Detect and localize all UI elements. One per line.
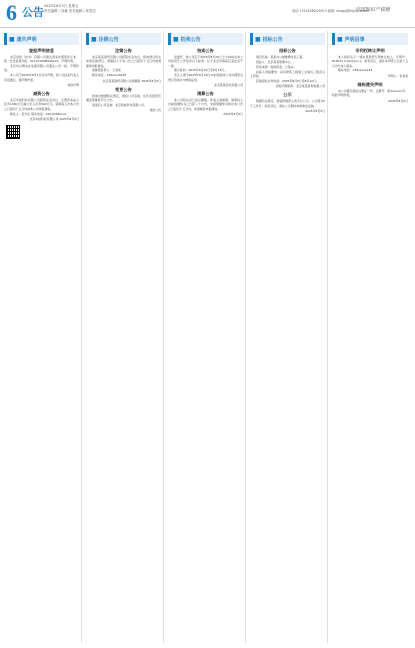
- notice-signature: 北京某某拍卖有限公司: [214, 82, 243, 87]
- notice-paragraph: 北京金盾（技术）有限公司遗失营业执照原件正本，统一社会信用代码：91110108MA0012X，声明作废。: [4, 55, 79, 64]
- section-banner: [332, 33, 408, 45]
- column: [332, 31, 410, 643]
- notice-body: [250, 55, 325, 83]
- notice-paragraph: 北京某某商贸有限公司经股东会决议，拟向登记机关申请注销登记，请债权人于本公告之日起四十五日内向清算组申报债权。: [86, 55, 161, 68]
- section-banner: [86, 33, 161, 45]
- column: [86, 31, 164, 643]
- notice-title: 商标遗失声明: [357, 81, 383, 87]
- notice-paragraph: 展示时间：2025年8月15日至8月19日。: [174, 68, 228, 73]
- notice-signature: 特此公告: [149, 108, 161, 113]
- section-title: 公告: [22, 6, 44, 19]
- banner-square-icon: ■: [9, 35, 15, 43]
- notice-signature: 声明人：李某某: [387, 73, 408, 78]
- notice-paragraph: 资金来源：财政资金，已落实。: [256, 64, 297, 69]
- notice-paragraph: 招标人：北京某某管理中心。: [256, 59, 294, 64]
- column: [4, 31, 82, 643]
- notice-signature: 2025年8月5日: [223, 112, 243, 117]
- notice-body: [332, 55, 408, 73]
- notice-signature: 2025年8月5日: [305, 108, 325, 113]
- qr-code-icon: [6, 125, 20, 139]
- notice: [332, 48, 408, 78]
- banner-square-icon: ■: [255, 35, 261, 43]
- notice-paragraph: 清算组负责人：王某某: [92, 68, 121, 73]
- column: [250, 31, 328, 643]
- notice-signature: 2025年8月5日: [388, 98, 408, 103]
- banner-square-icon: ■: [173, 35, 179, 43]
- banner-square-icon: ■: [91, 35, 97, 43]
- notice-body: [168, 55, 243, 82]
- notice-title: 变更公告: [115, 86, 132, 92]
- notice-columns: [4, 31, 411, 643]
- notice-paragraph: 竞买人须于2025年8月19日17时前到本公司办理竞买登记手续并交纳保证金。: [168, 73, 243, 82]
- newspaper-brand: 中国知识产权报: [355, 7, 391, 13]
- notice-signature: 招标代理机构：北京某某咨询有限公司: [275, 84, 325, 89]
- notice-paragraph: 获取招标文件时间：2025年8月6日至8月12日。: [256, 78, 319, 83]
- notice: [4, 91, 79, 121]
- banner-square-icon: ■: [337, 35, 343, 43]
- notice-title: 招标公告: [279, 48, 296, 53]
- notice-paragraph: 我单位根据相关规定，现将公司名称、住所及经营范围变更事项予以公告。: [86, 93, 161, 103]
- notice-body: [86, 55, 161, 78]
- header-meta: [44, 4, 96, 14]
- notice: [250, 48, 325, 88]
- notice-title: 减资公告: [33, 91, 50, 97]
- section-banner: [250, 33, 325, 45]
- section-banner-label: 拍卖公告: [180, 36, 201, 43]
- notice-signature: 特此声明: [67, 82, 79, 87]
- notice: [4, 48, 79, 87]
- notice-paragraph: 投标人资格要求：具有建筑工程施工总承包三级及以上资质。: [250, 69, 325, 78]
- column: [168, 31, 246, 643]
- section-banner-label: 招标公告: [262, 36, 283, 43]
- notice: [86, 87, 161, 113]
- notice: [332, 82, 408, 103]
- page-number: 6: [6, 0, 17, 25]
- notice-body: [332, 89, 408, 98]
- notice-title: 注销公告: [115, 48, 132, 53]
- notice-body: [250, 99, 325, 108]
- notice-paragraph: 北京市兴博文化发展有限公司遗失公章一枚，声明作废。: [4, 64, 79, 73]
- notice-paragraph: 本公司股东会已决议解散，并成立清算组。请债权人自接到通知书之日起三十日内，未接到通知书的自本公告之日起四十五日内，向清算组申报债权。: [168, 98, 243, 111]
- notice: [168, 48, 243, 87]
- notice-paragraph: 联系电话：138xxxx5678: [92, 73, 127, 78]
- section-banner: [168, 33, 243, 45]
- notice-paragraph: 受委托，我公司定于2025年8月20日上午10时在本公司拍卖厅公开拍卖以下标的：位于北京市海淀区某处房产一套。: [168, 55, 243, 68]
- notice-paragraph: 本人拟将名下一项实用新型专利转让他人，专利号：ZL2023 2 0xxxxxx.x。如有异议，请自本声明之日起十五日内与本人联系。: [332, 55, 408, 68]
- section-banner-label: 遗失声明: [16, 36, 37, 43]
- notice-title: 清算公告: [197, 91, 214, 97]
- notice-body: [4, 55, 79, 82]
- notice-paragraph: 联系人：张先生 联系电话：010-6258xxxx: [10, 111, 67, 116]
- notice-signature: 北京华信科技有限公司 2025年8月5日: [29, 116, 79, 121]
- notice: [250, 92, 325, 113]
- section-banner-label: 注销公告: [98, 36, 119, 43]
- section-banner: [4, 33, 79, 45]
- notice-paragraph: 联系电话：139xxxx1234: [338, 68, 373, 73]
- notice-body: [168, 98, 243, 111]
- notice-title: 专利权转让声明: [355, 48, 385, 53]
- notice-title: 拍卖公告: [197, 48, 214, 53]
- header-contact: 电话:13116580/25913 邮箱: shagxj@tvjryuw.com: [292, 9, 370, 13]
- notice-body: [4, 98, 79, 116]
- notice-body: [86, 94, 161, 107]
- section-banner-label: 声明启事: [344, 36, 365, 43]
- notice-paragraph: 本公司于2025年8月5日对外声明，原公司法定代表人印章遗失，现声明作废。: [4, 73, 79, 82]
- notice: [168, 91, 243, 116]
- notice-paragraph: 根据有关规定，现将拟推荐人选予以公示，公示期为5个工作日。如有异议，请在公示期内向我单位反映。: [250, 99, 325, 108]
- notice-signature: 北京某某商贸有限公司清算组 2025年8月5日: [102, 78, 161, 83]
- notice: [86, 48, 161, 83]
- notice-paragraph: 项目名称：某某办公楼维修改造工程。: [256, 55, 306, 59]
- masthead: [0, 0, 415, 28]
- notice-title: 公示: [283, 92, 292, 98]
- notice-paragraph: 北京华信科技有限公司经股东会决议，注册资本由人民币1000万元减少至人民币500万元。请债权人自本公告之日起四十五日内向本公司申报债权。: [4, 98, 79, 111]
- notice-title: 登报声明信息: [28, 48, 55, 53]
- notice-paragraph: 变更后公司名称：北京新能科技有限公司。: [92, 103, 147, 108]
- notice-paragraph: 本公司遗失商标注册证一份，注册号：第3xxxxxx号，特此声明作废。: [332, 88, 408, 98]
- header-date-line: 2025年8月5日 星期五: [44, 4, 79, 8]
- header-editor-line: 责任编辑 / 刘谦 美术编辑 / 孙建光: [44, 9, 96, 13]
